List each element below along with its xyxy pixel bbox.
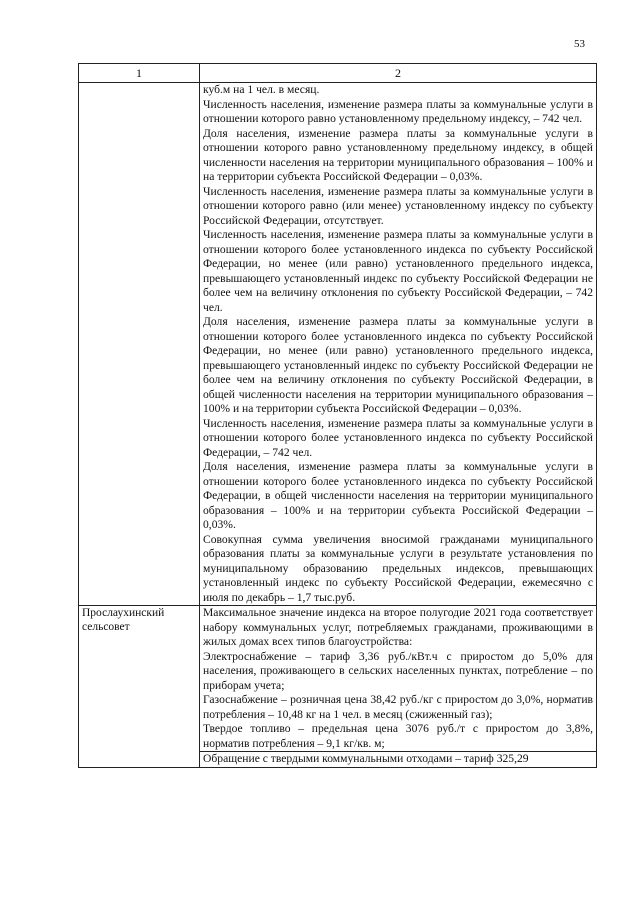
paragraph: Численность населения, изменение размера платы за коммунальные услуги в отношении которого равно (или менее) установленному индексу по субъекту Российской Федерации, отсутствует. <box>203 184 593 227</box>
paragraph: Электроснабжение – тариф 3,36 руб./кВт.ч с приростом до 5,0% для населения, проживающего в сельских населенных пунктах, потребление – по приборам учета; <box>203 649 593 692</box>
paragraph: куб.м на 1 чел. в месяц. <box>203 83 320 96</box>
row-municipality-cell <box>79 83 200 606</box>
paragraph: Численность населения, изменение размера платы за коммунальные услуги в отношении которого равно установленному предельному индексу, – 742 чел. <box>203 97 593 125</box>
paragraph: Доля населения, изменение размера платы за коммунальные услуги в отношении которого более установленного индекса по субъекту Российской Федерации, в общей численности населения на территории муниципального образования – 100% и на территории субъекта Российской Федерации – 0,03%. <box>203 460 593 531</box>
table-header-row <box>79 64 597 83</box>
table-row <box>79 606 597 768</box>
paragraph: Твердое топливо – предельная цена 3076 руб./т с приростом до 3,8%, норматив потребления – 9,1 кг/кв. м; <box>203 722 593 750</box>
table-header-col1: 1 <box>79 64 200 83</box>
document-table <box>78 63 597 768</box>
paragraph: Численность населения, изменение размера платы за коммунальные услуги в отношении которого более установленного индекса по субъекту Российской Федерации, но менее (или равно) установленного предельного индекса, превышающего установленный индекс по субъекту Российской Федерации не более чем на величину отклонения по субъекту Российской Федерации, – 742 чел. <box>203 228 593 314</box>
paragraph: Доля населения, изменение размера платы за коммунальные услуги в отношении которого равно установленному предельному индексу, в общей численности населения на территории муниципального образования – 100% и на территории субъекта Российской Федерации – 0,03%. <box>203 126 593 183</box>
page-number: 53 <box>574 38 585 50</box>
row-description-cell <box>200 606 597 768</box>
table-row <box>79 83 597 606</box>
paragraph: Совокупная сумма увеличения вносимой гражданами муниципального образования платы за коммунальные услуги в результате установления по муниципальному образованию предельных индексов, превышающих установленный индекс по субъекту Российской Федерации, ежемесячно с июля по декабрь – 1,7 тыс.руб. <box>203 532 593 604</box>
row-description-cell <box>200 83 597 606</box>
paragraph: Обращение с твердыми коммунальными отходами – тариф 325,29 <box>200 751 596 767</box>
paragraph: Газоснабжение – розничная цена 38,42 руб./кг с приростом до 3,0%, норматив потребления – 10,48 кг на 1 чел. в месяц (сжиженный газ); <box>203 693 593 721</box>
paragraph: Максимальное значение индекса на второе полугодие 2021 года соответствует набору коммунальных услуг, потребляемых гражданами, проживающими в жилых домах всех типов благоустройства: <box>203 606 593 648</box>
table-header-col2: 2 <box>200 64 597 83</box>
paragraph: Доля населения, изменение размера платы за коммунальные услуги в отношении которого более установленного индекса по субъекту Российской Федерации, но менее (или равно) установленного предельного индекса, превышающего установленный индекс по субъекту Российской Федерации не более чем на величину отклонения по субъекту Российской Федерации, в общей численности населения на территории муниципального образования – 100% и на территории субъекта Российской Федерации – 0,03%. <box>203 315 593 415</box>
paragraph: Численность населения, изменение размера платы за коммунальные услуги в отношении которого более установленного индекса по субъекту Российской Федерации, – 742 чел. <box>203 416 593 459</box>
row-municipality-cell: Прослаухинский сельсовет <box>79 606 200 768</box>
